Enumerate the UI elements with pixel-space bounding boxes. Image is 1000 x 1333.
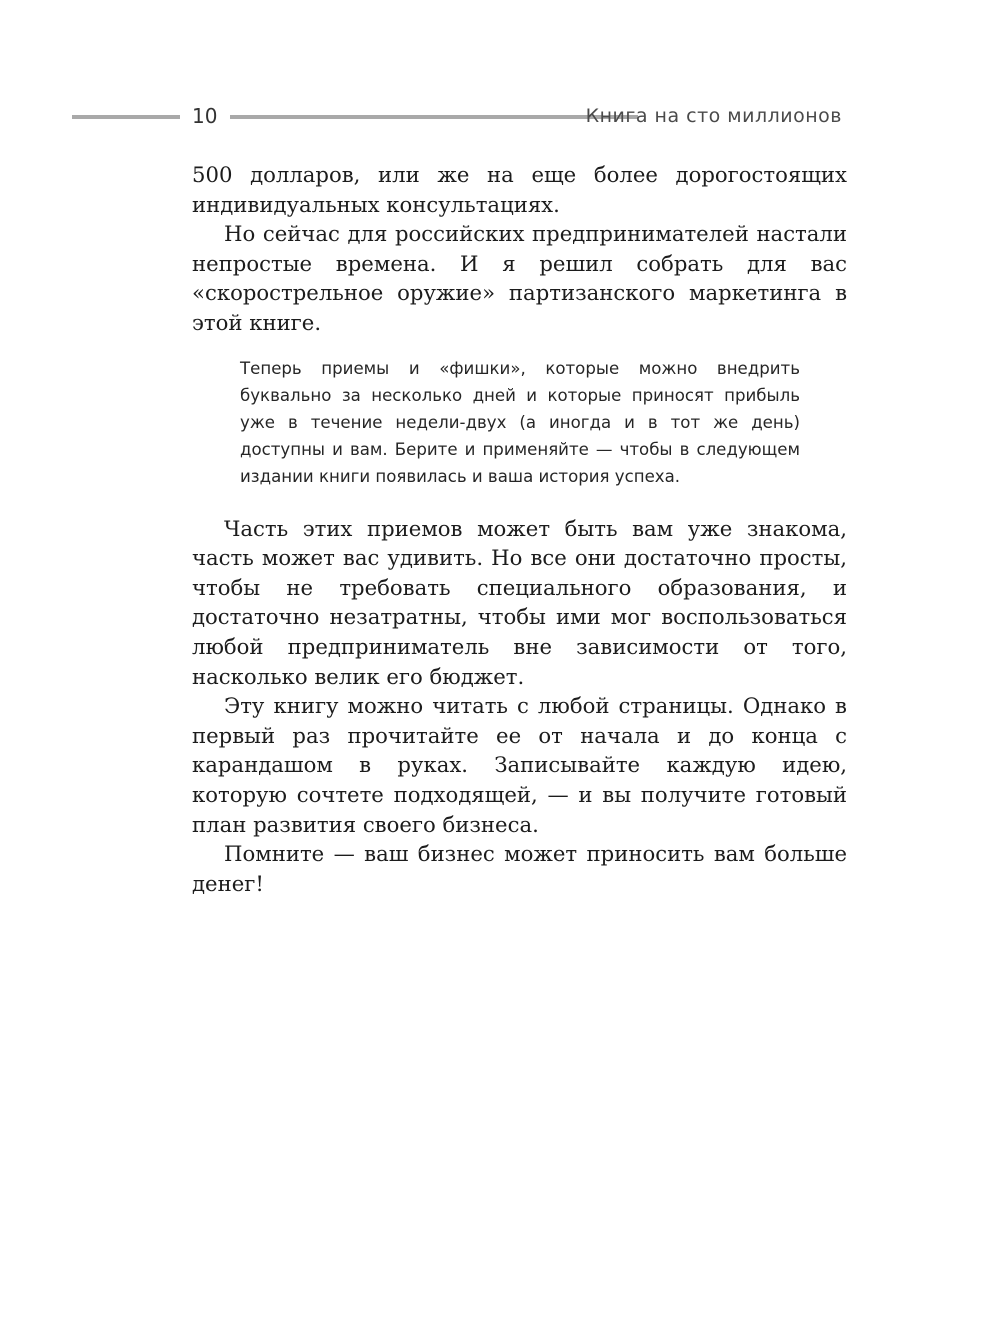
body-text [192, 160, 847, 898]
paragraph-how-to-read: Эту книгу можно читать с любой страницы. Однако в первый раз прочитайте ее от начала и до конца с карандашом в руках. Записывайте каждую идею, которую сочтете подходящей, — и вы получите готовый план развития своего бизнеса. [192, 693, 847, 837]
page-number: 10 [192, 104, 218, 128]
paragraph-intro-weapon: Но сейчас для российских предпринимателей настали непростые времена. И я решил собрать для вас «скорострельное оружие» партизанского маркетинга в этой книге. [192, 221, 847, 335]
running-book-title: Книга на сто миллионов [585, 105, 842, 127]
paragraph-techniques: Часть этих приемов может быть вам уже знакома, часть может вас удивить. Но все они достаточно просты, чтобы не требовать специального образования, и достаточно незатратны, чтобы ими мог воспользоваться любой предприниматель вне зависимости от того, насколько велик его бюджет. [192, 515, 847, 689]
callout-text: Теперь приемы и «фишки», которые можно внедрить буквально за несколько дней и которые приносят прибыль уже в течение недели-двух (а иногда и в тот же день) доступны и вам. Берите и применяйте — чтобы в следующем издании книги появилась и ваша история успеха. [240, 358, 800, 486]
running-header [72, 100, 842, 132]
paragraph-closing: Помните — ваш бизнес может приносить вам больше денег! [192, 841, 847, 896]
header-rule-left [72, 115, 180, 119]
paragraph-continued: 500 долларов, или же на еще более дорогостоящих индивидуальных консультациях. [192, 162, 847, 217]
